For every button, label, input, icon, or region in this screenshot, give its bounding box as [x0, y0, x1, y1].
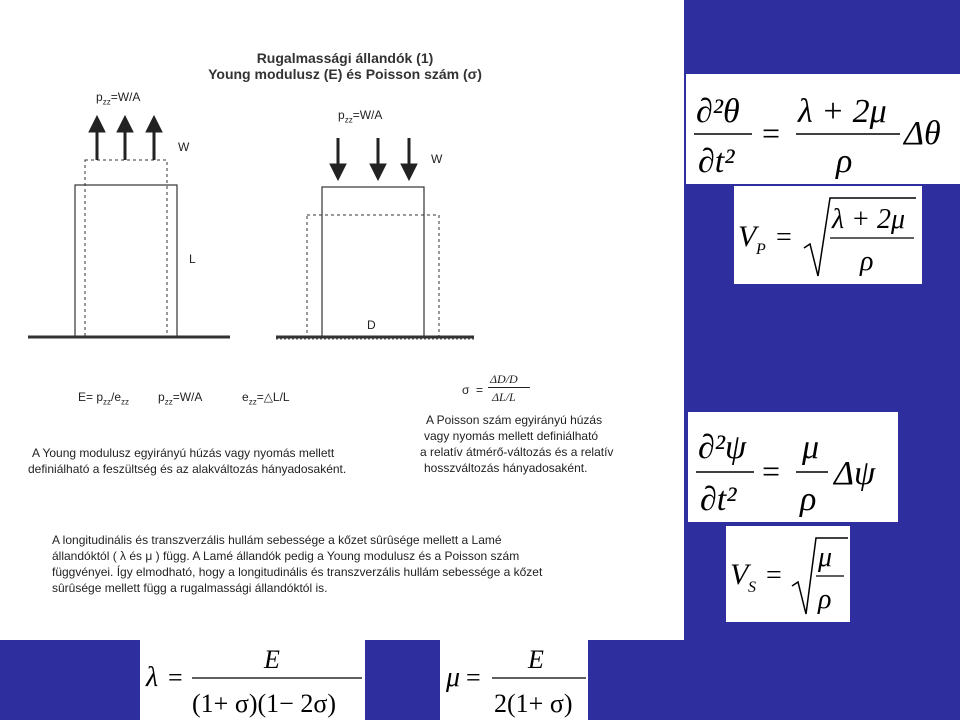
s-wave-lhs-den: ∂t²	[700, 481, 737, 518]
right-pressure-label: $p_{zz}=W/A$	[338, 108, 383, 125]
s-wave-eq: =	[762, 453, 781, 489]
s-wave-lhs-num: ∂²ψ	[698, 429, 747, 466]
down-arrows	[330, 138, 417, 180]
vs-num: μ	[818, 542, 833, 573]
left-length-label: L	[189, 252, 196, 266]
p-wave-rhs-num: λ + 2μ	[798, 93, 887, 130]
p-wave-rhs-den: ρ	[836, 143, 853, 180]
slide-title	[190, 50, 500, 82]
poisson-numerator: ΔD/D	[490, 372, 518, 386]
s-wave-tail: Δψ	[834, 455, 876, 492]
lame-paragraph: A longitudinális és transzverzális hullám sebessége a kőzet sûrûsége mellett a Lamé állandóktól ( λ és μ ) függ. A Lamé állandók pedig a Young modulusz és a Poisson szám függvényei. Így elmodható, hogy a longitudinális és transzverzális hullám sebessége a kőzet sûrûsége mellett függ a rugalmassági állandóktól is.	[52, 533, 543, 595]
pressure-definition: $p_{zz}=W/A$	[158, 390, 203, 407]
vp-sub: P	[756, 241, 766, 258]
poisson-sigma: σ	[462, 383, 470, 397]
left-pressure-label: $p_{zz}=W/A$	[96, 90, 141, 107]
right-weight-label: W	[431, 152, 443, 166]
lambda-equation-box	[140, 640, 365, 720]
mu-equation-box	[440, 640, 588, 720]
mu-eq: =	[466, 663, 481, 692]
mu-lhs: μ	[446, 662, 461, 693]
vs-den: ρ	[818, 584, 832, 615]
s-wave-equation-box	[688, 412, 898, 522]
vs-sub: S	[748, 579, 756, 596]
poisson-paragraph: A Poisson szám egyirányú húzás vagy nyomás mellett definiálható a relatív átmérő-változás és a relatív hosszváltozás hányadosaként.	[420, 413, 614, 475]
s-wave-rhs-den: ρ	[800, 481, 817, 518]
young-definition: $E= p_{zz}/e_{zz}$	[78, 390, 130, 407]
vs-equation-box	[726, 526, 850, 622]
left-weight-label: W	[178, 140, 190, 154]
vp-equation-box	[734, 186, 922, 284]
lambda-num: E	[264, 645, 280, 674]
left-block	[75, 160, 177, 337]
mu-den: 2(1+ σ)	[494, 689, 573, 718]
up-arrows	[89, 116, 162, 160]
lambda-eq: =	[168, 663, 183, 692]
s-wave-rhs-num: μ	[802, 429, 820, 466]
title-line-1: Rugalmassági állandók (1)	[256, 50, 434, 66]
vp-den: ρ	[860, 246, 874, 277]
right-width-label: D	[367, 318, 376, 332]
right-block	[307, 187, 439, 337]
vp-num: λ + 2μ	[832, 204, 906, 235]
young-paragraph: A Young modulusz egyirányú húzás vagy nyomás mellett definiálható a feszültség és az alakváltozás hányadosaként.	[28, 446, 347, 476]
vp-eq: =	[776, 222, 792, 253]
p-wave-eq: =	[762, 115, 781, 151]
vs-lhs: V	[730, 558, 749, 591]
title-line-2: Young modulusz (E) és Poisson szám (σ)	[208, 66, 482, 82]
mu-num: E	[528, 645, 544, 674]
p-wave-lhs-den: ∂t²	[698, 143, 735, 180]
poisson-denominator: ΔL/L	[492, 390, 516, 404]
lambda-den: (1+ σ)(1− 2σ)	[192, 689, 336, 718]
lambda-lhs: λ	[146, 662, 159, 693]
vs-eq: =	[766, 560, 782, 591]
p-wave-equation-box	[686, 74, 960, 184]
p-wave-lhs-num: ∂²θ	[696, 93, 740, 130]
strain-definition: $e_{zz}=\triangle L/L$	[242, 390, 290, 407]
vp-lhs: V	[738, 220, 757, 253]
p-wave-tail: Δθ	[904, 115, 941, 152]
